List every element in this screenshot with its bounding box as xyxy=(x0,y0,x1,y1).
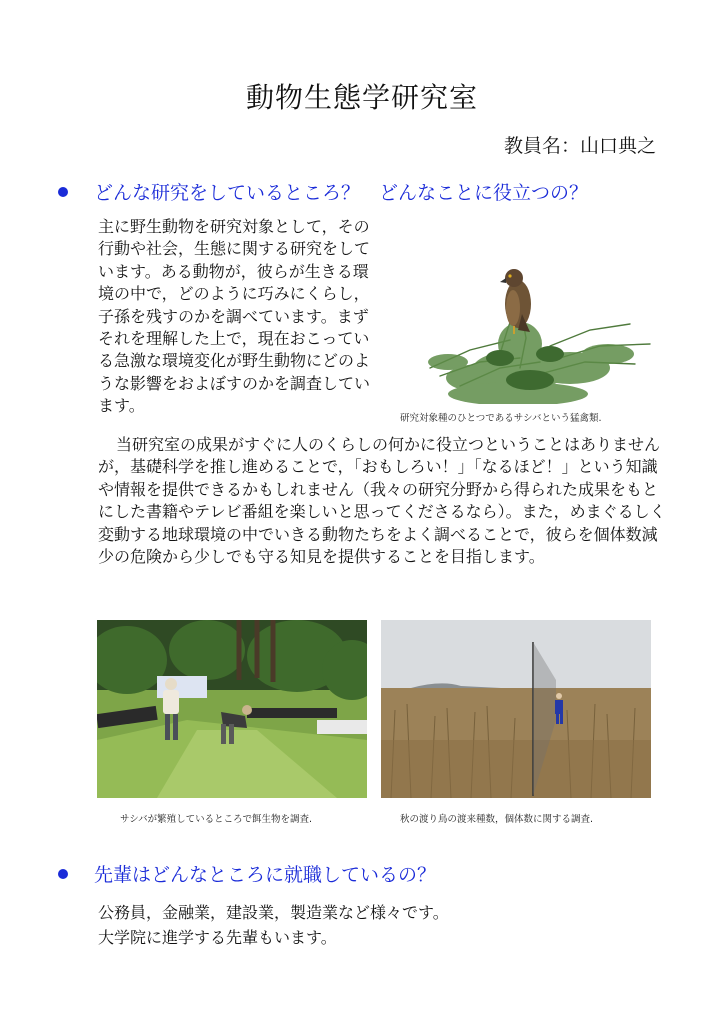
hawk-photo xyxy=(400,258,660,404)
section-heading-text: 先輩はどんなところに就職しているの？ xyxy=(94,864,437,886)
field-survey-photo-2 xyxy=(381,620,651,798)
section-heading-career xyxy=(58,860,436,887)
hawk-caption: 研究対象種のひとつであるサシバという猛禽類. xyxy=(400,413,602,424)
section-heading-research xyxy=(58,178,588,205)
photo1-caption: サシバが繁殖しているところで餌生物を調査. xyxy=(120,814,313,825)
bullet-icon xyxy=(58,187,68,197)
research-paragraph-2: 当研究室の成果がすぐに人のくらしの何かに役立つということはありませんが，基礎科学を推し進めることで，「おもしろい！」「なるほど！」という知識や情報を提供できるかもしれません（我々の研究分野から得られた成果をもとにした書籍やテレビ番組を楽しいと思ってくださるなら）。また，めまぐるしく変動する地球環境の中でいきる動物たちをよく調べることで，彼らを個体数減少の危険から少しでも守る知見を提供することを目指します。 xyxy=(98,435,666,567)
bullet-icon xyxy=(58,869,68,879)
career-text xyxy=(98,900,449,950)
page-title: 動物生態学研究室 xyxy=(245,81,478,114)
photo2-caption: 秋の渡り鳥の渡来種数，個体数に関する調査. xyxy=(400,814,594,825)
teacher-name: 教員名：山口典之 xyxy=(503,135,656,157)
section-heading-text: どんな研究をしているところ？ どんなことに役立つの？ xyxy=(94,182,589,204)
research-paragraph-1: 主に野生動物を研究対象として，その行動や社会，生態に関する研究をしています。ある動物が，彼らが生きる環境の中で，どのように巧みにくらし，子孫を残すのかを調べています。まずそれを理解した上で，現在おこっている急激な環境変化が野生動物にどのような影響をおよぼすのかを調査しています。 xyxy=(98,217,371,416)
field-survey-photo-1 xyxy=(97,620,367,798)
career-line-1: 公務員，金融業，建設業，製造業など様々です。 xyxy=(98,903,449,922)
career-line-2: 大学院に進学する先輩もいます。 xyxy=(98,928,337,947)
